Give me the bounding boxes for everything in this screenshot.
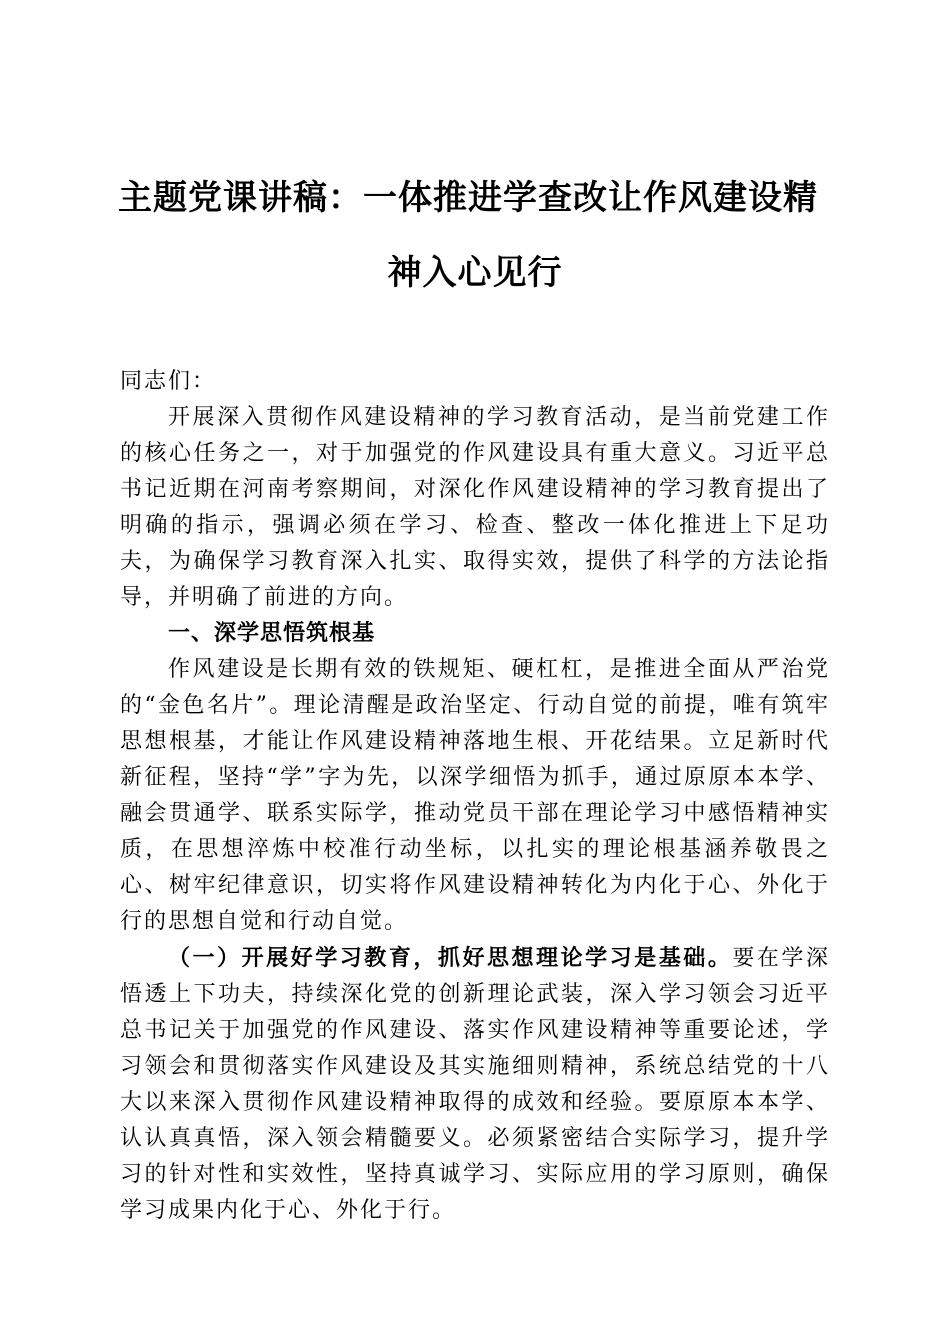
paragraph-section-1: 作风建设是长期有效的铁规矩、硬杠杠，是推进全面从严治党的“金色名片”。理论清醒是政治坚定、行动自觉的前提，唯有筑牢思想根基，才能让作风建设精神落地生根、开花结果。立足新时代新征程，坚持“学”字为先，以深学细悟为抓手，通过原原本本学、融会贯通学、联系实际学，推动党员干部在理论学习中感悟精神实质，在思想淬炼中校准行动坐标，以扎实的理论根基涵养敬畏之心、树牢纪律意识，切实将作风建设精神转化为内化于心、外化于行的思想自觉和行动自觉。 (120, 657, 830, 934)
section-heading-1: 一、深学思悟筑根基 (168, 621, 376, 646)
document-title-line-1: 主题党课讲稿：一体推进学查改让作风建设精 (118, 178, 818, 218)
paragraph-intro: 开展深入贯彻作风建设精神的学习教育活动，是当前党建工作的核心任务之一，对于加强党的作风建设具有重大意义。习近平总书记近期在河南考察期间，对深化作风建设精神的学习教育提出了明确的指示，强调必须在学习、检查、整改一体化推进上下足功夫，为确保学习教育深入扎实、取得实效，提供了科学的方法论指导，并明确了前进的方向。 (120, 405, 830, 610)
subsection-text: 要在学深悟透上下功夫，持续深化党的创新理论武装，深入学习领会习近平总书记关于加强党的作风建设、落实作风建设精神等重要论述，学习领会和贯彻落实作风建设及其实施细则精神，系统总结党的十八大以来深入贯彻作风建设精神取得的成效和经验。要原原本本学、认认真真悟，深入领会精髓要义。必须紧密结合实际学习，提升学习的针对性和实效性，坚持真诚学习、实际应用的学习原则，确保学习成果内化于心、外化于行。 (120, 946, 830, 1223)
subsection-lead: （一）开展好学习教育，抓好思想理论学习是基础。 (168, 945, 733, 971)
document-body (120, 364, 830, 1229)
document-title-line-2: 神入心见行 (387, 253, 563, 293)
salutation: 同志们： (120, 369, 217, 394)
paragraph-subsection-1 (120, 940, 830, 1229)
